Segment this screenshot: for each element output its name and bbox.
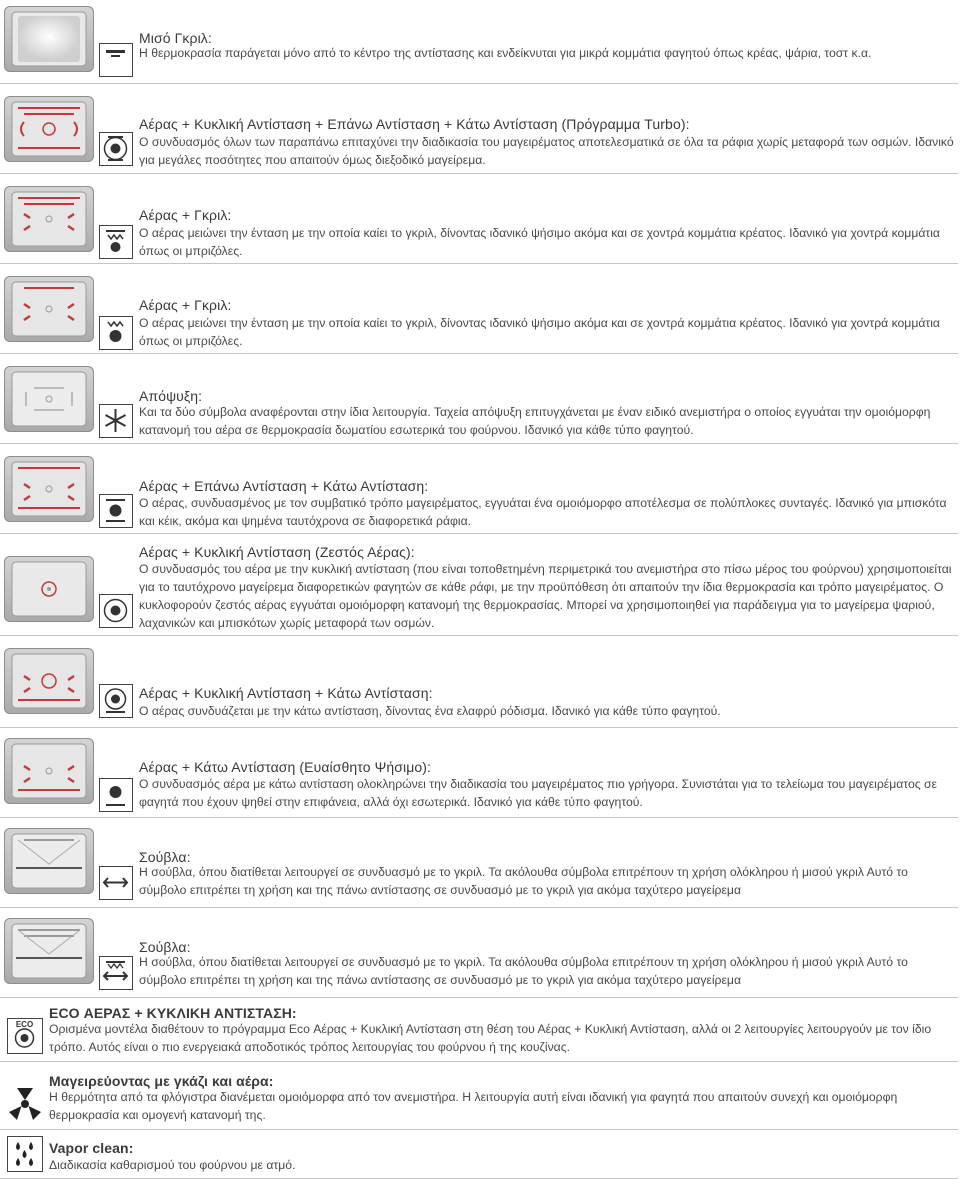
half-grill-icon [99,43,133,77]
function-description: Η θερμοκρασία παράγεται μόνο από το κέντρο της αντίστασης και ενδείκνυται για μικρά κομμάτια φαγητού όπως κρέας, ψάρια, τοστ κ.α. [139,46,872,60]
function-description: Ο συνδυασμός αέρα με κάτω αντίσταση ολοκληρώνει την διαδικασία του μαγειρέματος πιο γρήγορα. Συνιστάται για το τελείωμα του μαγειρέματος σε φαγητά που έχουν ψηθεί στην επιφάνεια, αλλά όχι εσωτερικά. Ιδανικό για κάθε τύπο φαγητού. [139,777,937,809]
rotisserie-icon [99,866,133,900]
function-entry-defrost [0,354,960,444]
function-description: Η σούβλα, όπου διατίθεται λειτουργεί σε συνδυασμό με το γκριλ. Τα ακόλουθα σύμβολα επιτρέπουν τη χρήση ολόκληρου ή μισού γκριλ Αυτό το σύμβολο επιτρέπει τη χρήση και της πάνω αντίστασης σε συνδυασμό με το γκριλ για ακόμα ταχύτερο μαγείρεμα [139,865,908,897]
function-entry-fan-ring-bottom [0,636,960,728]
fan-bottom-icon [99,778,133,812]
function-title: Αέρας + Γκριλ: [139,207,232,223]
function-entry-half-grill [0,0,960,84]
function-entry-rotisserie-full-grill [0,908,960,998]
function-title: Vapor clean: [49,1140,134,1156]
rotisserie-full-grill-icon [99,956,133,990]
fan-top-bottom-icon [99,494,133,528]
eco-icon-label: ECO [15,1020,34,1029]
function-title: Μισό Γκριλ: [139,30,212,46]
function-description: Ο συνδυασμός του αέρα με την κυκλική αντίσταση (που είναι τοποθετημένη περιμετρικά του ανεμιστήρα στο πίσω μέρος του φούρνου) χρησιμοποιείται για το ταυτόχρονο μαγείρεμα διαφορετικών φαγητών σε κάθε ράφι, με την προϋπόθεση ότι απαιτούν την ίδια θερμοκρασία και τρόπο μαγειρέματος. Ο κυκλοφορούν ζεστός αέρας εγγυάται ομοιόμορφη κατανομή της θερμοκρασίας. Μπορεί να χρησιμοποιηθεί για παράδειγμα για το μαγείρεμα ψαριού, λαχανικών και μπισκότων χωρίς μεταφορά των οσμών. [139,562,952,630]
function-description: Ορισμένα μοντέλα διαθέτουν το πρόγραμμα Eco Αέρας + Κυκλική Αντίσταση στη θέση του Αέρας + Κυκλική Αντίσταση, αλλά οι 2 λειτουργίες λειτουργούν με τον ίδιο τρόπο. Αυτός είναι ο πιο ενεργειακά αποδοτικός τρόπος λειτουργίας του φούρνου ή της κουζίνας. [49,1022,932,1054]
fan-grill-icon [99,316,133,350]
function-entry-turbo [0,84,960,174]
fan-ring-bottom-icon [99,684,133,718]
fan-grill-icon [99,225,133,259]
oven-illustration-image [4,96,94,162]
eco-icon [7,1018,43,1054]
defrost-icon [99,404,133,438]
function-description: Η θερμότητα από τα φλόγιστρα διανέμεται ομοιόμορφα από τον ανεμιστήρα. Η λειτουργία αυτή είναι ιδανική για φαγητά που απαιτούν συνεχή και ομοιόμορφη θερμοκρασία και ομογενή κατανομή της. [49,1090,898,1122]
oven-illustration-image [4,738,94,804]
oven-illustration-image [4,276,94,342]
gas-fan-icon [7,1086,43,1122]
function-title: Μαγειρεύοντας με γκάζι και αέρα: [49,1073,274,1089]
function-entry-eco [0,998,960,1062]
function-entry-hot-air [0,534,960,636]
function-entry-fan-grill [0,174,960,264]
function-title: Σούβλα: [139,939,191,955]
function-description: Η σούβλα, όπου διατίθεται λειτουργεί σε συνδυασμό με το γκριλ. Τα ακόλουθα σύμβολα επιτρέπουν τη χρήση ολόκληρου ή μισού γκριλ Αυτό το σύμβολο επιτρέπει τη χρήση και της πάνω αντίστασης σε συνδυασμό με το γκριλ για ακόμα ταχύτερο μαγείρεμα [139,955,908,987]
function-title: ECO ΑΕΡΑΣ + ΚΥΚΛΙΚΗ ΑΝΤΙΣΤΑΣΗ: [49,1005,297,1021]
oven-illustration-image [4,456,94,522]
turbo-fan-icon [99,132,133,166]
function-description: Διαδικασία καθαρισμού του φούρνου με ατμό. [49,1158,296,1172]
function-description: Ο αέρας, συνδυασμένος με τον συμβατικό τρόπο μαγειρέματος, εγγυάται ένα ομοιόμορφο αποτέλεσμα σε πολύπλοκες συνταγές. Ιδανικό για μπισκότα και κέικ, ακόμα και ψημένα ταυτόχρονα σε διαφορετικά ράφια. [139,496,947,528]
function-title: Αέρας + Κυκλική Αντίσταση + Κάτω Αντίσταση: [139,685,433,701]
function-title: Αέρας + Κάτω Αντίσταση (Ευαίσθητο Ψήσιμο): [139,759,432,775]
oven-illustration-image [4,186,94,252]
function-title: Αέρας + Επάνω Αντίσταση + Κάτω Αντίσταση: [139,478,429,494]
function-entry-gas-fan [0,1062,960,1130]
hot-air-icon [99,594,133,628]
function-entry-vapor-clean [0,1130,960,1179]
function-entry-fan-grill-2 [0,264,960,354]
oven-illustration-image [4,828,94,894]
function-entry-rotisserie [0,818,960,908]
oven-illustration-image [4,648,94,714]
function-entry-fan-top-bottom [0,444,960,534]
function-description: Και τα δύο σύμβολα αναφέρονται στην ίδια λειτουργία. Ταχεία απόψυξη επιτυγχάνεται με έναν ειδικό ανεμιστήρα ο οποίος εγγυάται την ομοιόμορφη κατανομή του αέρα σε θερμοκρασία δωματίου εσωτερικά του φούρνου. Ιδανικό για κάθε τύπο φαγητού. [139,405,931,437]
function-title: Αέρας + Γκριλ: [139,297,232,313]
function-description: Ο αέρας μειώνει την ένταση με την οποία καίει το γκριλ, δίνοντας ιδανικό ψήσιμο ακόμα και σε χοντρά κομμάτια κρέατος. Ιδανικό για χοντρά κομμάτια όπως οι μπριζόλες. [139,316,940,348]
vapor-clean-icon [7,1136,43,1172]
function-description: Ο αέρας συνδυάζεται με την κάτω αντίσταση, δίνοντας ένα ελαφρύ ρόδισμα. Ιδανικό για κάθε τύπο φαγητού. [139,704,721,718]
function-description: Ο συνδυασμός όλων των παραπάνω επιταχύνει την διαδικασία του μαγειρέματος αποτελεσματικά σε όλα τα ράφια χωρίς μεταφορά των οσμών. Ιδανικό για μεγάλες ποσότητες που απαιτούν όμως διεξοδικό μαγείρεμα. [139,135,954,167]
oven-illustration-image [4,366,94,432]
function-title: Απόψυξη: [139,388,203,404]
function-entry-fan-bottom [0,728,960,818]
function-title: Σούβλα: [139,849,191,865]
oven-illustration-image [4,918,94,984]
function-title: Αέρας + Κυκλική Αντίσταση + Επάνω Αντίσταση + Κάτω Αντίσταση (Πρόγραμμα Turbo): [139,116,690,132]
oven-illustration-image [4,556,94,622]
oven-illustration-image [4,6,94,72]
function-title: Αέρας + Κυκλική Αντίσταση (Ζεστός Αέρας): [139,544,415,560]
function-description: Ο αέρας μειώνει την ένταση με την οποία καίει το γκριλ, δίνοντας ιδανικό ψήσιμο ακόμα και σε χοντρά κομμάτια κρέατος. Ιδανικό για χοντρά κομμάτια όπως οι μπριζόλες. [139,226,940,258]
